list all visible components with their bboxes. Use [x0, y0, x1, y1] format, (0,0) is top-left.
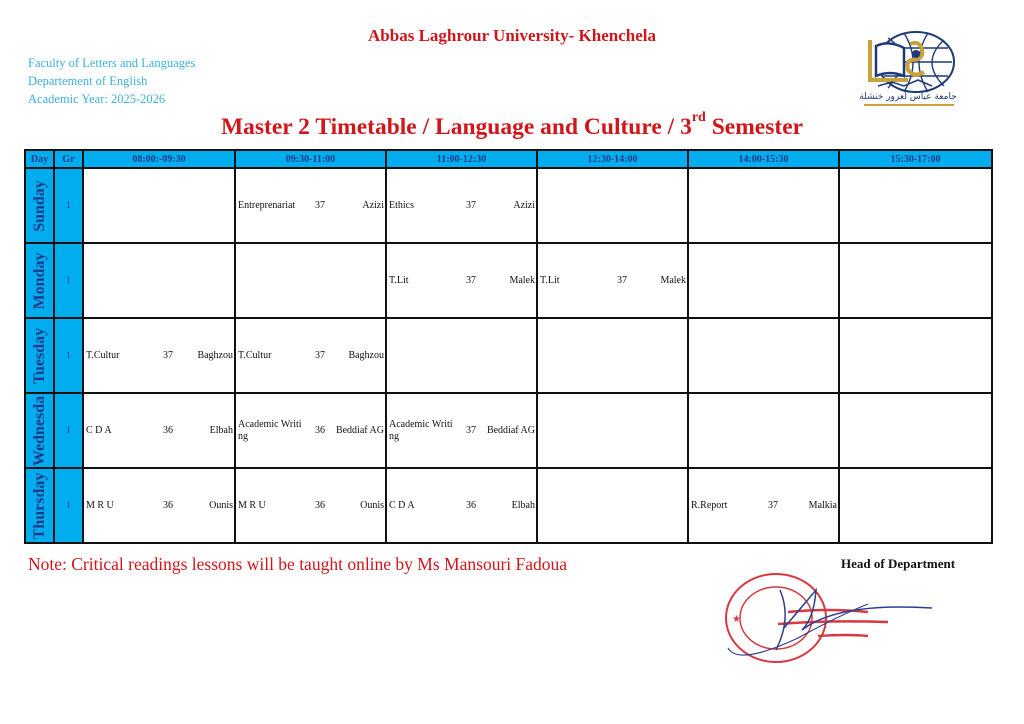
teacher-name: Elbah — [511, 500, 535, 511]
room-number: 36 — [314, 425, 325, 436]
group-cell: 1 — [54, 243, 83, 318]
module-name: C D A — [389, 499, 415, 511]
day-label: Monday — [30, 252, 48, 309]
room-number: 37 — [465, 425, 476, 436]
module-name: T.Cultur — [238, 349, 272, 361]
column-header-slot: 08:00:-09:30 — [83, 150, 235, 168]
module-name: Academic Writing — [238, 418, 302, 442]
column-header-slot: 09:30-11:00 — [235, 150, 386, 168]
empty-slot-cell — [839, 318, 992, 393]
day-cell — [25, 243, 54, 318]
session-cell — [386, 468, 537, 543]
official-stamp-icon — [718, 568, 948, 668]
session-cell — [235, 318, 386, 393]
session-cell — [235, 468, 386, 543]
module-name: T.Lit — [389, 274, 409, 286]
module-name: Ethics — [389, 199, 414, 211]
title-main: Master 2 Timetable / Language and Culture / 3 — [220, 114, 692, 140]
column-header-slot: 11:00-12:30 — [386, 150, 537, 168]
module-name: M R U — [86, 499, 114, 511]
module-name: T.Lit — [540, 274, 560, 286]
module-name: M R U — [238, 499, 266, 511]
footer-note: Note: Critical readings lessons will be taught online by Ms Mansouri Fadoua — [28, 554, 568, 574]
room-number: 37 — [617, 275, 627, 286]
session-cell — [83, 393, 235, 468]
room-number: 37 — [315, 200, 325, 211]
room-number: 37 — [466, 275, 476, 286]
session-cell — [537, 243, 688, 318]
day-cell — [25, 393, 54, 468]
day-label: Thursday — [30, 472, 48, 539]
empty-slot-cell — [537, 168, 688, 243]
room-number: 36 — [163, 425, 173, 436]
session-entry — [236, 200, 385, 212]
empty-slot-cell — [537, 393, 688, 468]
session-cell — [235, 168, 386, 243]
module-name: Academic Writing — [389, 418, 453, 442]
university-logo-icon — [848, 26, 968, 110]
department-name: Departement of English — [28, 74, 148, 88]
module-name: R.Report — [691, 499, 728, 511]
room-number: 37 — [466, 200, 476, 211]
table-row — [25, 243, 992, 318]
room-number: 36 — [163, 500, 173, 511]
empty-slot-cell — [537, 318, 688, 393]
session-cell — [83, 318, 235, 393]
group-cell: 1 — [54, 318, 83, 393]
empty-slot-cell — [688, 318, 839, 393]
teacher-name: Beddiaf AG — [486, 425, 535, 436]
column-header-slot: 14:00-15:30 — [688, 150, 839, 168]
teacher-name: Malek — [509, 275, 535, 286]
session-cell — [688, 468, 839, 543]
empty-slot-cell — [839, 168, 992, 243]
day-label: Wednesda — [30, 395, 48, 466]
room-number: 37 — [315, 350, 325, 361]
session-cell — [235, 393, 386, 468]
empty-slot-cell — [688, 243, 839, 318]
column-header-day: Day — [25, 150, 54, 168]
timetable — [24, 149, 993, 544]
teacher-name: Malek — [660, 275, 686, 286]
table-row — [25, 393, 992, 468]
table-row — [25, 468, 992, 543]
university-name: Abbas Laghrour University- Khenchela — [368, 26, 656, 45]
title-suffix: Semester — [705, 114, 804, 140]
faculty-name: Faculty of Letters and Languages — [28, 56, 196, 70]
empty-slot-cell — [235, 243, 386, 318]
empty-slot-cell — [839, 243, 992, 318]
column-header-slot: 15:30-17:00 — [839, 150, 992, 168]
room-number: 36 — [315, 500, 325, 511]
session-entry — [84, 425, 234, 437]
teacher-name: Baghzou — [348, 350, 384, 361]
room-number: 37 — [163, 350, 173, 361]
day-label: Sunday — [30, 179, 48, 232]
session-entry — [538, 275, 687, 287]
faculty-block — [28, 54, 195, 108]
session-entry — [387, 275, 536, 287]
session-entry — [84, 350, 234, 362]
teacher-name: Baghzou — [197, 350, 233, 361]
day-cell — [25, 318, 54, 393]
group-cell: 1 — [54, 468, 83, 543]
teacher-name: Ounis — [209, 500, 233, 511]
module-name: C D A — [86, 424, 112, 436]
signature-label: Head of Department — [841, 556, 956, 571]
empty-slot-cell — [688, 393, 839, 468]
empty-slot-cell — [839, 468, 992, 543]
svg-text:★: ★ — [732, 614, 741, 625]
page-title — [0, 110, 1024, 141]
empty-slot-cell — [386, 318, 537, 393]
session-cell — [386, 393, 537, 468]
session-entry — [387, 419, 536, 443]
column-header-slot: 12:30-14:00 — [537, 150, 688, 168]
session-entry — [236, 419, 385, 443]
teacher-name: Ounis — [360, 500, 384, 511]
session-entry — [689, 500, 838, 512]
session-entry — [236, 350, 385, 362]
teacher-name: Azizi — [513, 200, 535, 211]
room-number: 37 — [768, 500, 778, 511]
session-entry — [84, 500, 234, 512]
header-row — [25, 150, 992, 168]
teacher-name: Beddiaf AG — [335, 425, 384, 436]
session-cell — [83, 468, 235, 543]
table-row — [25, 168, 992, 243]
group-cell: 1 — [54, 393, 83, 468]
empty-slot-cell — [839, 393, 992, 468]
academic-year: Academic Year: 2025-2026 — [28, 92, 166, 106]
day-cell — [25, 468, 54, 543]
session-cell — [386, 243, 537, 318]
table-row — [25, 318, 992, 393]
session-cell — [386, 168, 537, 243]
title-superscript: rd — [691, 110, 706, 125]
module-name: T.Cultur — [86, 349, 120, 361]
empty-slot-cell — [688, 168, 839, 243]
column-header-group: Gr — [54, 150, 83, 168]
empty-slot-cell — [83, 168, 235, 243]
day-label: Tuesday — [30, 327, 48, 384]
session-entry — [387, 500, 536, 512]
day-cell — [25, 168, 54, 243]
svg-text:جامعة عباس لغرور خنشلة: جامعة عباس لغرور خنشلة — [859, 92, 957, 102]
empty-slot-cell — [537, 468, 688, 543]
group-cell: 1 — [54, 168, 83, 243]
session-entry — [236, 500, 385, 512]
teacher-name: Elbah — [209, 425, 233, 436]
teacher-name: Malkia — [808, 500, 837, 511]
session-entry — [387, 200, 536, 212]
empty-slot-cell — [83, 243, 235, 318]
teacher-name: Azizi — [362, 200, 384, 211]
module-name: Entreprenariat — [238, 199, 296, 211]
room-number: 36 — [466, 500, 476, 511]
